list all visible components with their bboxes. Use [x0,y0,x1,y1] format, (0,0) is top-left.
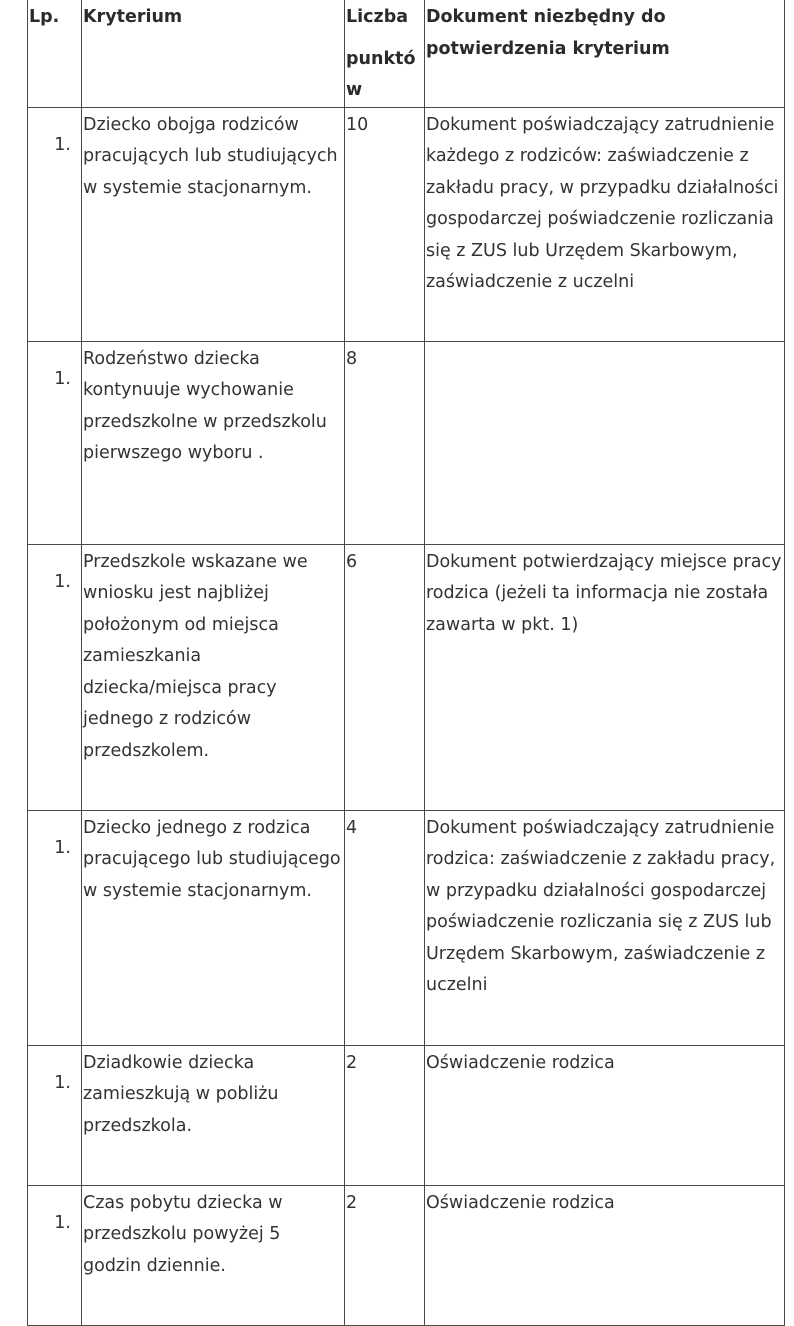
row-kryterium: Dziecko jednego z rodzica pracującego lub studiującego w systemie stacjonarnym. [82,810,345,1045]
table-row [28,341,785,544]
table-row [28,810,785,1045]
row-lp: 1. [28,1045,82,1185]
row-lp: 1. [28,107,82,341]
row-dokument: Dokument potwierdzający miejsce pracy rodzica (jeżeli ta informacja nie została zawarta w pkt. 1) [425,544,785,810]
row-kryterium: Rodzeństwo dziecka kontynuuje wychowanie przedszkolne w przedszkolu pierwszego wyboru . [82,341,345,544]
table-row [28,544,785,810]
header-liczba-punktow [345,0,425,107]
header-lp: Lp. [28,0,82,107]
header-dokument: Dokument niezbędny do potwierdzenia kryterium [425,0,785,107]
header-liczba: Liczba [346,7,409,27]
row-punkty: 10 [345,107,425,341]
row-dokument: Dokument poświadczający zatrudnienie rodzica: zaświadczenie z zakładu pracy, w przypadku działalności gospodarczej poświadczenie rozliczania się z ZUS lub Urzędem Skarbowym, zaświadczenie z uczelni [425,810,785,1045]
header-kryterium: Kryterium [82,0,345,107]
table-row [28,1045,785,1185]
table-row [28,107,785,341]
row-lp: 1. [28,544,82,810]
row-kryterium: Dziecko obojga rodziców pracujących lub studiujących w systemie stacjonarnym. [82,107,345,341]
row-punkty: 2 [345,1045,425,1185]
row-kryterium: Przedszkole wskazane we wniosku jest najbliżej położonym od miejsca zamieszkania dziecka/miejsca pracy jednego z rodziców przedszkolem. [82,544,345,810]
row-punkty: 4 [345,810,425,1045]
row-punkty: 8 [345,341,425,544]
row-dokument: Oświadczenie rodzica [425,1045,785,1185]
row-kryterium: Czas pobytu dziecka w przedszkolu powyżej 5 godzin dziennie. [82,1185,345,1325]
criteria-table [27,0,785,1326]
row-kryterium: Dziadkowie dziecka zamieszkują w pobliżu przedszkola. [82,1045,345,1185]
header-punktow: punktów [346,48,416,100]
row-lp: 1. [28,341,82,544]
table-row [28,1185,785,1325]
row-lp: 1. [28,1185,82,1325]
row-punkty: 6 [345,544,425,810]
row-punkty: 2 [345,1185,425,1325]
table-header-row [28,0,785,107]
row-lp: 1. [28,810,82,1045]
row-dokument: Oświadczenie rodzica [425,1185,785,1325]
row-dokument [425,341,785,544]
row-dokument: Dokument poświadczający zatrudnienie każdego z rodziców: zaświadczenie z zakładu pracy, w przypadku działalności gospodarczej poświadczenie rozliczania się z ZUS lub Urzędem Skarbowym, zaświadczenie z uczelni [425,107,785,341]
